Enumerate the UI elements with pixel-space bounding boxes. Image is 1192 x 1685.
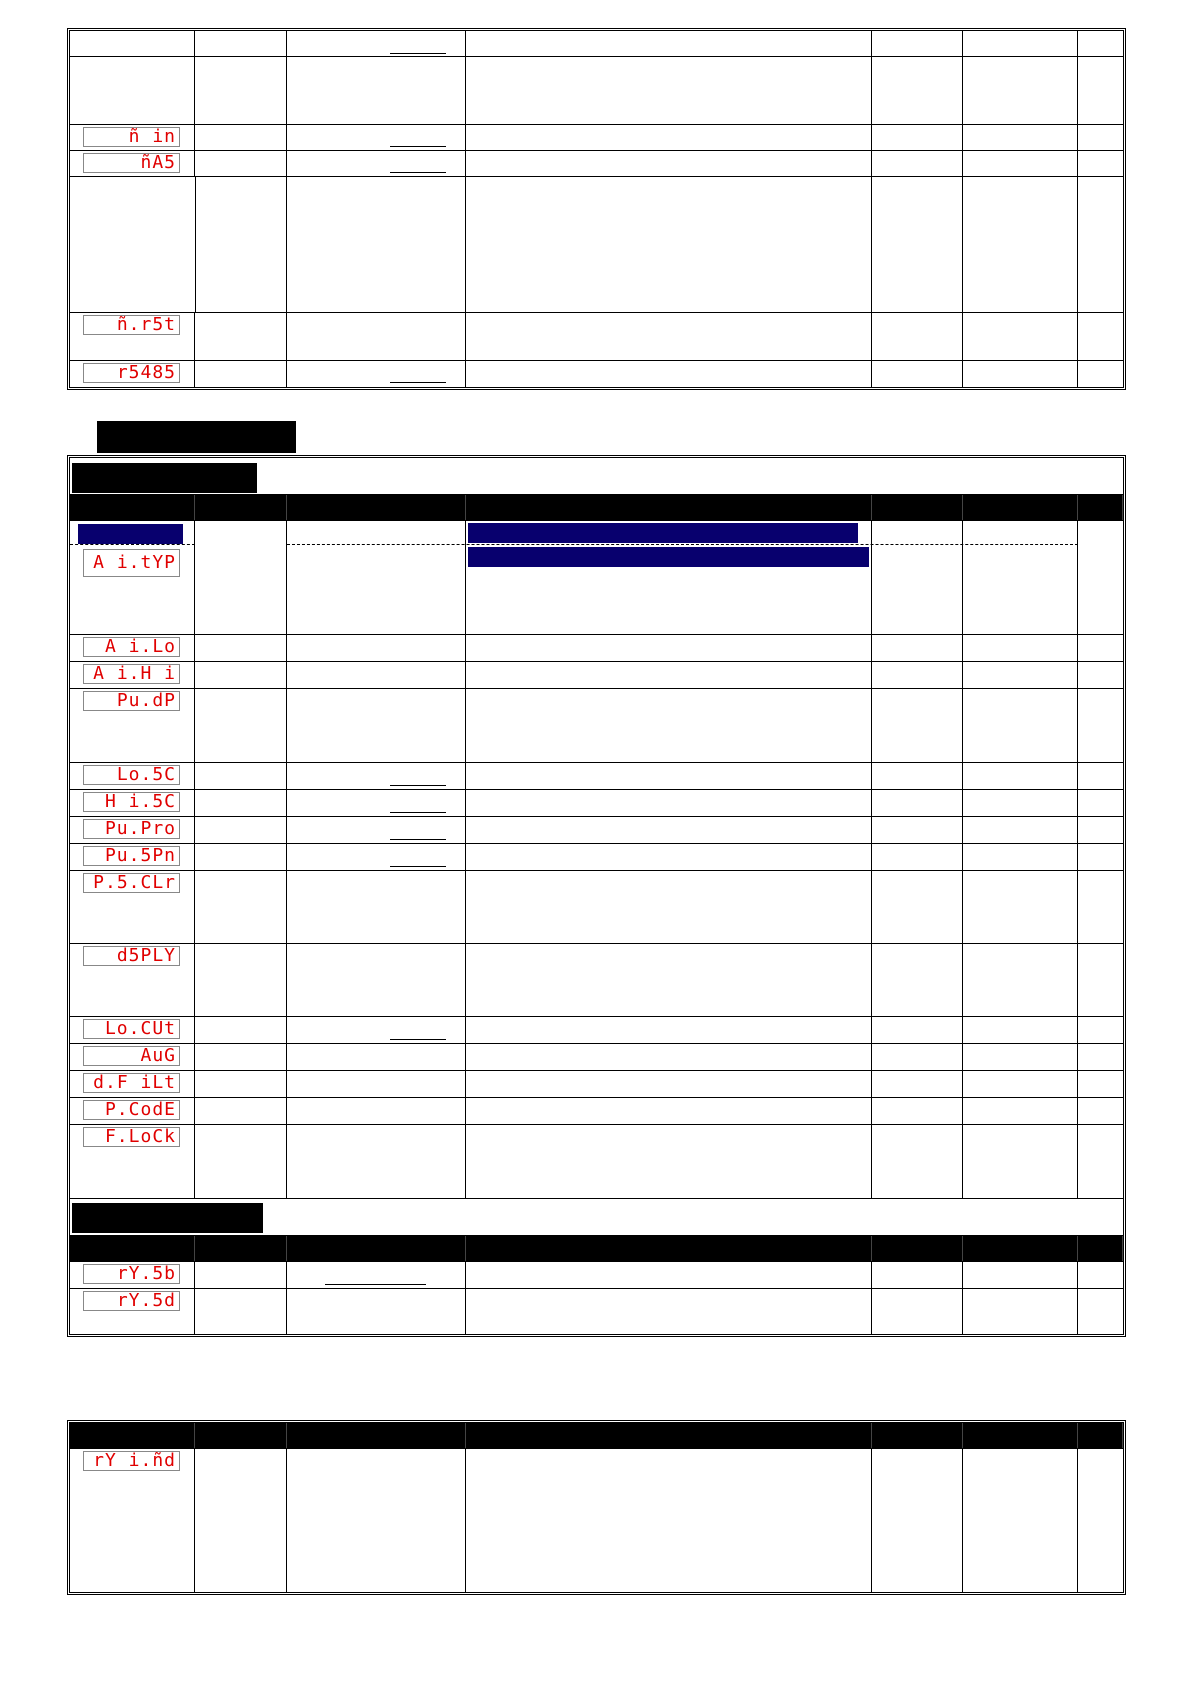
table-row <box>70 1071 1123 1098</box>
lcd-code-puspn: Pu.5Pn <box>83 846 180 866</box>
parameter-table-1 <box>67 28 1126 390</box>
lcd-code-max: ñA5 <box>83 153 180 173</box>
table-row <box>70 1044 1123 1071</box>
section-heading-bar <box>97 421 296 453</box>
table-header-row <box>70 495 1123 521</box>
lcd-code-aityp: A i.tYP <box>83 549 180 577</box>
table-row <box>70 1262 1123 1289</box>
lcd-code-dsply: d5PLY <box>83 946 180 966</box>
table-header-row <box>70 31 1123 57</box>
table-row <box>70 1289 1123 1334</box>
table-row <box>70 1098 1123 1125</box>
parameter-table-2 <box>67 455 1126 1337</box>
lcd-code-psclr: P.5.CLr <box>83 873 180 893</box>
lcd-code-ry1md: rY i.ñd <box>83 1451 180 1471</box>
lcd-code-pcode: P.CodE <box>83 1100 180 1120</box>
group-tab-label <box>72 463 257 493</box>
group-title-row <box>70 458 1123 495</box>
lcd-code-ailo: A i.Lo <box>83 637 180 657</box>
lcd-code-hisc: H i.5C <box>83 792 180 812</box>
lcd-code-rysb: rY.5b <box>83 1264 180 1284</box>
table-header-row <box>70 1423 1123 1449</box>
lcd-code-avg: AuG <box>83 1046 180 1066</box>
table-row <box>70 817 1123 844</box>
group-title-row <box>70 1199 1123 1236</box>
highlight-bar <box>78 524 183 544</box>
group-tab-label <box>72 1203 263 1233</box>
table-row <box>70 871 1123 944</box>
lcd-code-aihi: A i.H i <box>83 664 180 684</box>
lcd-code-rs485: r5485 <box>83 363 180 383</box>
table-row <box>70 177 1123 313</box>
table-row <box>70 844 1123 871</box>
highlight-bar <box>468 547 869 567</box>
table-row <box>70 361 1123 387</box>
lcd-code-flock: F.LoCk <box>83 1127 180 1147</box>
table-row <box>70 521 1123 635</box>
table-row <box>70 1449 1123 1592</box>
table-row <box>70 635 1123 662</box>
table-row <box>70 1125 1123 1199</box>
table-header-row <box>70 1236 1123 1262</box>
parameter-table-4 <box>67 1420 1126 1595</box>
table-row <box>70 125 1123 151</box>
lcd-code-min: ñ in <box>83 127 180 147</box>
table-row <box>70 689 1123 763</box>
table-row <box>70 1017 1123 1044</box>
table-row <box>70 763 1123 790</box>
table-row <box>70 944 1123 1017</box>
highlight-bar <box>468 523 858 543</box>
lcd-code-mrst: ñ.r5t <box>83 315 180 335</box>
table-row <box>70 313 1123 361</box>
lcd-code-rysd: rY.5d <box>83 1291 180 1311</box>
lcd-code-dfilt: d.F iLt <box>83 1073 180 1093</box>
table-row <box>70 662 1123 689</box>
table-row <box>70 790 1123 817</box>
lcd-code-locut: Lo.CUt <box>83 1019 180 1039</box>
table-row <box>70 151 1123 177</box>
lcd-code-pudp: Pu.dP <box>83 691 180 711</box>
lcd-code-losc: Lo.5C <box>83 765 180 785</box>
lcd-code-pupro: Pu.Pro <box>83 819 180 839</box>
table-row <box>70 57 1123 125</box>
